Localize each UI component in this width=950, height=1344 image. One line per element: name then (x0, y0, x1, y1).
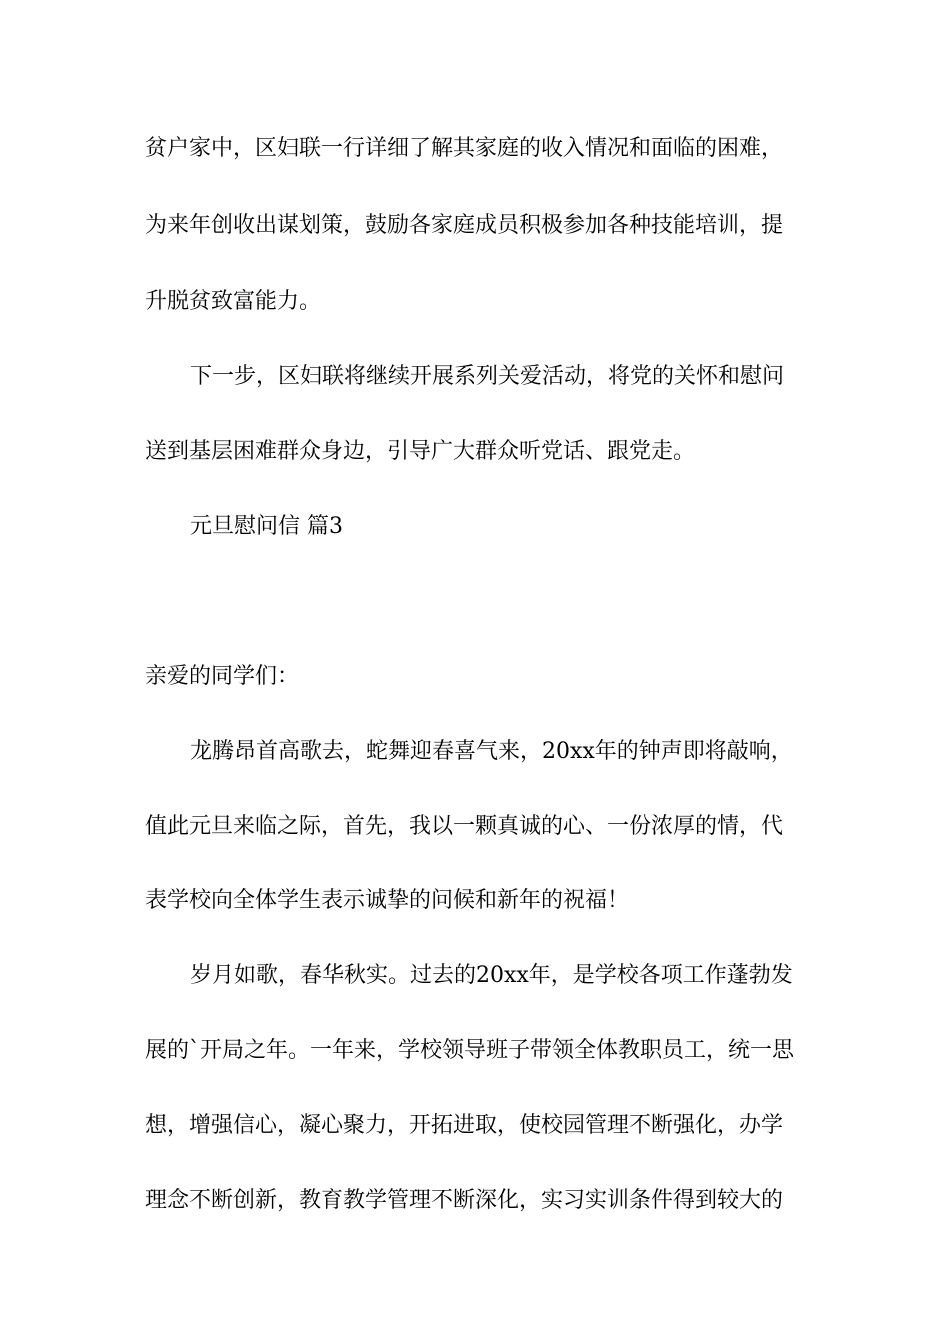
salutation: 亲爱的同学们： (145, 664, 300, 689)
paragraph-line: 下一步，区妇联将继续开展系列关爱活动，将党的关怀和慰问 (190, 364, 785, 389)
paragraph-line: 送到基层困难群众身边，引导广大群众听党话、跟党走。 (145, 439, 696, 464)
paragraph-line: 为来年创收出谋划策，鼓励各家庭成员积极参加各种技能培训，提 (145, 213, 784, 238)
paragraph-line: 值此元旦来临之际，首先，我以一颗真诚的心、一份浓厚的情，代 (145, 814, 784, 839)
paragraph-line: 展的`开局之年。一年来，学校领导班子带领全体教职员工，统一思 (145, 1038, 795, 1063)
paragraph-line: 龙腾昂首高歌去，蛇舞迎春喜气来，20xx年的钟声即将敲响， (190, 739, 793, 764)
paragraph-line: 贫户家中，区妇联一行详细了解其家庭的收入情况和面临的困难， (145, 136, 784, 161)
paragraph-line: 理念不断创新，教育教学管理不断深化，实习实训条件得到较大的 (145, 1188, 784, 1213)
paragraph-line: 表学校向全体学生表示诚挚的问候和新年的祝福！ (145, 888, 630, 913)
paragraph-line: 想，增强信心，凝心聚力，开拓进取，使校园管理不断强化，办学 (145, 1113, 784, 1138)
paragraph-line: 升脱贫致富能力。 (145, 289, 322, 314)
section-heading: 元旦慰问信 篇3 (190, 514, 343, 539)
paragraph-line: 岁月如歌，春华秋实。过去的20xx年，是学校各项工作蓬勃发 (190, 963, 793, 988)
